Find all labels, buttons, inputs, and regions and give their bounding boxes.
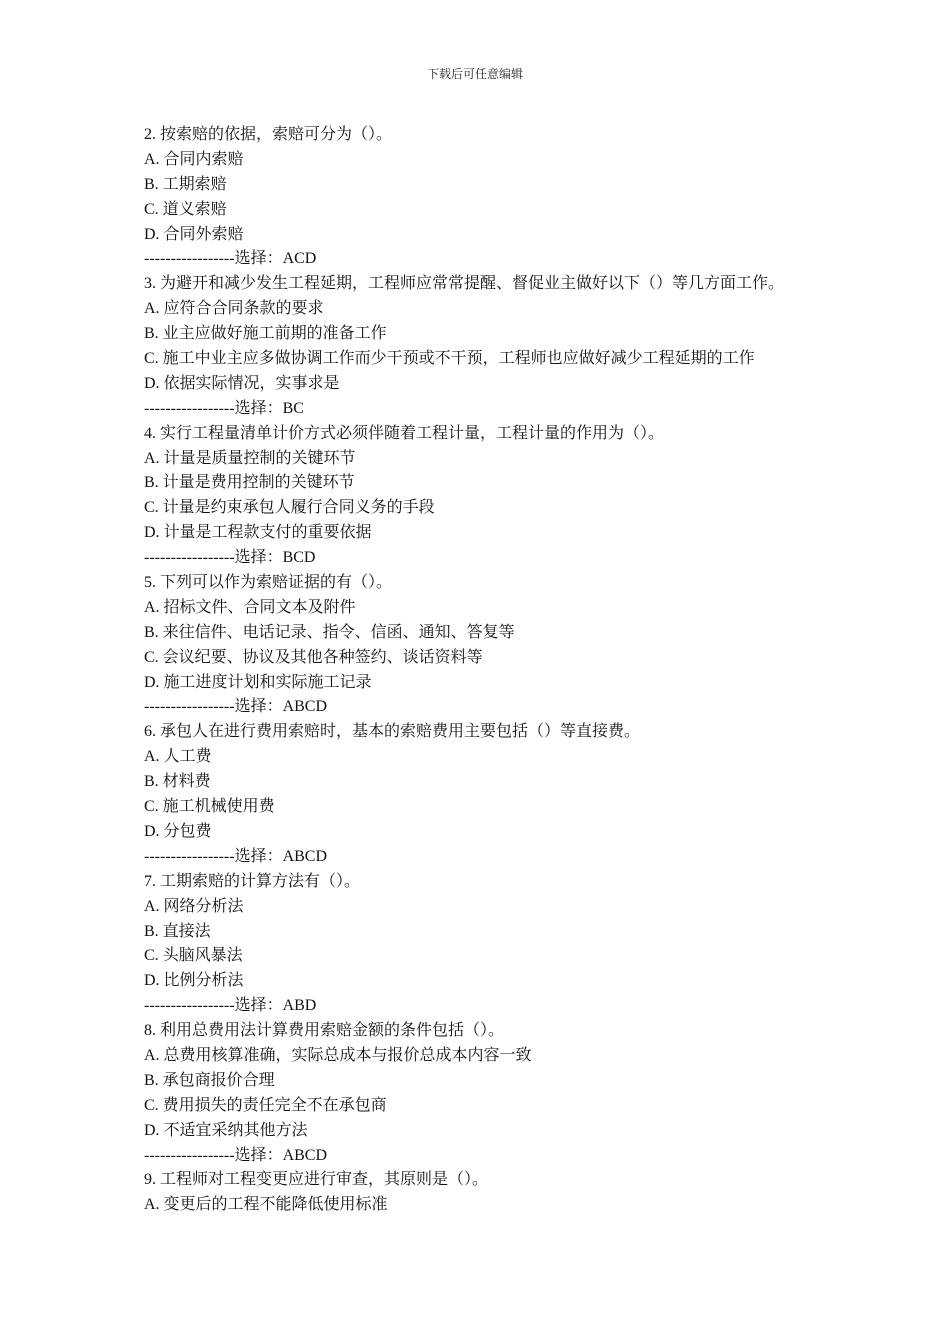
answer-line: -----------------选择：ABCD (144, 698, 328, 716)
option-b: B. 来往信件、电话记录、指令、信函、通知、答复等 (144, 623, 515, 641)
option-c: C. 头脑风暴法 (144, 947, 243, 965)
question-5 (144, 571, 844, 720)
option-b: B. 承包商报价合理 (144, 1071, 275, 1089)
option-b: B. 直接法 (144, 922, 211, 940)
answer-line: -----------------选择：ABD (144, 997, 317, 1015)
answer-line: -----------------选择：ABCD (144, 1146, 328, 1164)
option-d: D. 比例分析法 (144, 972, 244, 990)
question-2 (144, 123, 844, 272)
option-c: C. 道义索赔 (144, 200, 227, 218)
option-b: B. 业主应做好施工前期的准备工作 (144, 325, 387, 343)
option-c: C. 施工中业主应多做协调工作而少干预或不干预，工程师也应做好减少工程延期的工作 (144, 350, 755, 368)
option-a: A. 合同内索赔 (144, 150, 244, 168)
option-d: D. 施工进度计划和实际施工记录 (144, 673, 372, 691)
option-c: C. 计量是约束承包人履行合同义务的手段 (144, 499, 435, 517)
option-a: A. 计量是质量控制的关键环节 (144, 449, 356, 467)
page-header-note: 下载后可任意编辑 (426, 67, 523, 81)
option-d: D. 不适宜采纳其他方法 (144, 1121, 308, 1139)
option-a: A. 应符合合同条款的要求 (144, 300, 324, 318)
option-a: A. 变更后的工程不能降低使用标准 (144, 1196, 388, 1214)
question-stem: 6. 承包人在进行费用索赔时，基本的索赔费用主要包括（）等直接费。 (144, 723, 641, 741)
answer-line: -----------------选择：ACD (144, 250, 317, 268)
question-stem: 9. 工程师对工程变更应进行审查，其原则是（）。 (144, 1171, 489, 1189)
option-d: D. 分包费 (144, 822, 212, 840)
question-list (144, 123, 844, 1218)
question-9 (144, 1168, 844, 1218)
question-7 (144, 870, 844, 1019)
question-stem: 7. 工期索赔的计算方法有（）。 (144, 872, 361, 890)
question-stem: 2. 按索赔的依据，索赔可分为（）。 (144, 126, 393, 143)
question-stem: 4. 实行工程量清单计价方式必须伴随着工程计量，工程计量的作用为（）。 (144, 424, 665, 442)
option-d: D. 计量是工程款支付的重要依据 (144, 524, 372, 542)
question-4 (144, 422, 844, 571)
option-a: A. 招标文件、合同文本及附件 (144, 598, 356, 616)
option-b: B. 工期索赔 (144, 175, 227, 193)
option-b: B. 计量是费用控制的关键环节 (144, 474, 355, 492)
answer-line: -----------------选择：ABCD (144, 847, 328, 865)
option-a: A. 人工费 (144, 748, 212, 766)
option-c: C. 费用损失的责任完全不在承包商 (144, 1096, 387, 1114)
option-b: B. 材料费 (144, 773, 211, 791)
option-c: C. 施工机械使用费 (144, 798, 275, 816)
question-stem: 8. 利用总费用法计算费用索赔金额的条件包括（）。 (144, 1022, 505, 1040)
question-3 (144, 272, 844, 421)
answer-line: -----------------选择：BCD (144, 549, 316, 567)
answer-line: -----------------选择：BC (144, 399, 304, 417)
question-stem: 5. 下列可以作为索赔证据的有（）。 (144, 574, 393, 592)
option-a: A. 网络分析法 (144, 897, 244, 915)
option-c: C. 会议纪要、协议及其他各种签约、谈话资料等 (144, 648, 483, 666)
question-6 (144, 720, 844, 869)
question-8 (144, 1019, 844, 1168)
option-a: A. 总费用核算准确，实际总成本与报价总成本内容一致 (144, 1046, 532, 1064)
option-d: D. 合同外索赔 (144, 225, 244, 243)
question-stem: 3. 为避开和减少发生工程延期，工程师应常常提醒、督促业主做好以下（）等几方面工作。 (144, 275, 785, 293)
option-d: D. 依据实际情况，实事求是 (144, 374, 340, 392)
